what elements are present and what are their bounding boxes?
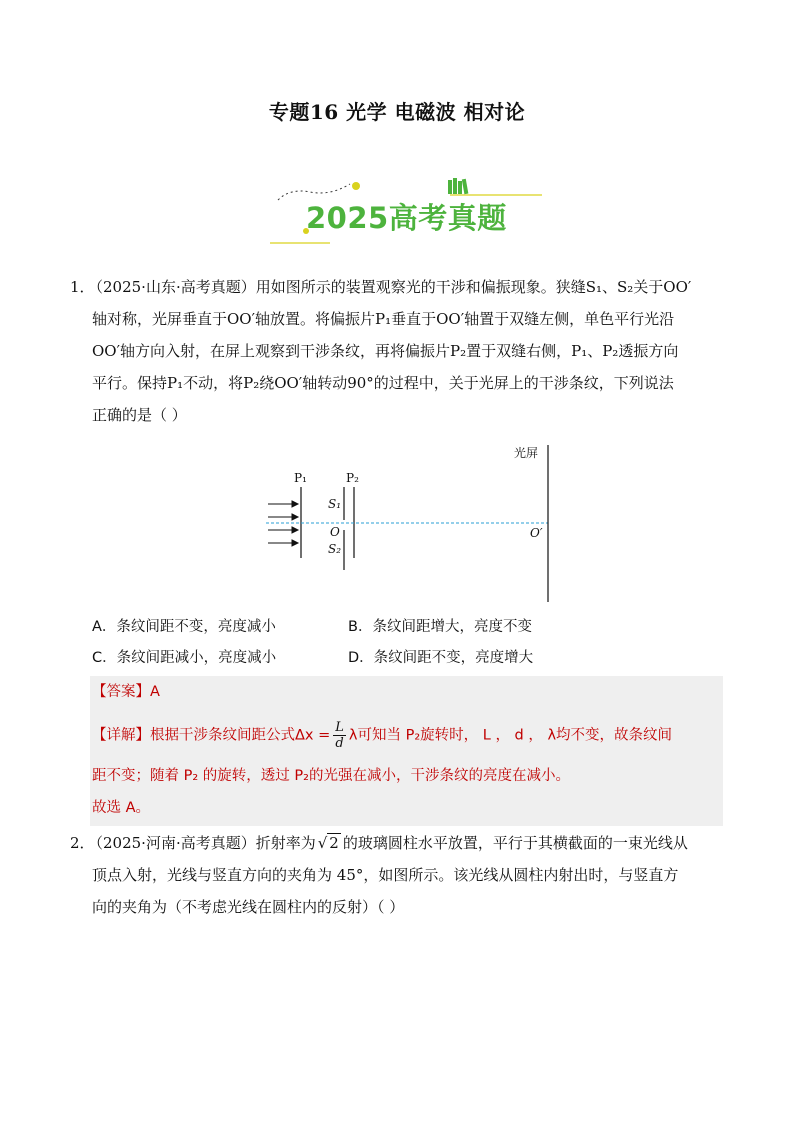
screen-label: 光屏 [514, 446, 539, 460]
answer-tag: 【答案】 [92, 684, 150, 700]
question-text-line: （2025·山东·高考真题）用如图所示的装置观察光的干涉和偏振现象。狭缝S₁、S₂关于OO′ [88, 278, 692, 296]
question-number: 1． [70, 278, 95, 296]
question-text-segment: （2025·河南·高考真题）折射率为 [88, 834, 316, 852]
interference-setup-diagram [262, 440, 562, 605]
question-text-segment: 的玻璃圆柱水平放置，平行于其横截面的一束光线从 [342, 834, 688, 852]
o-label: O [330, 525, 340, 539]
sqrt-expression: √ 2 [317, 834, 339, 852]
page-title: 专题16 光学 电磁波 相对论 [268, 100, 526, 124]
question-number: 2． [70, 834, 95, 852]
question-2 [70, 829, 730, 925]
question-1 [70, 273, 730, 423]
s2-label: S₂ [328, 542, 342, 556]
detail-line-2: 距不变；随着 P₂ 的旋转，透过 P₂的光强在减小，干涉条纹的亮度在减小。 [92, 768, 570, 784]
detail-text-pre: 根据干涉条纹间距公式Δx = [150, 727, 331, 744]
option-b[interactable]: B．条纹间距增大，亮度不变 [348, 619, 532, 635]
sqrt-radicand: 2 [329, 834, 339, 852]
p1-label: P₁ [294, 471, 307, 485]
answer-line [92, 680, 160, 701]
s1-label: S₁ [328, 497, 342, 511]
option-d[interactable]: D．条纹间距不变，亮度增大 [348, 650, 534, 666]
detail-line-1 [92, 720, 672, 751]
question-text-line: 向的夹角为（不考虑光线在圆柱内的反射）（ ） [92, 898, 405, 916]
fraction-numerator: L [335, 720, 344, 735]
books-icon [448, 178, 468, 194]
p2-label: P₂ [346, 471, 359, 485]
option-a[interactable]: A．条纹间距不变，亮度减小 [92, 619, 276, 635]
question-text-line: 轴对称，光屏垂直于OO′轴放置。将偏振片P₁垂直于OO′轴置于双缝左侧，单色平行光沿 [92, 310, 675, 328]
answer-explanation-box [90, 676, 723, 826]
question-text-line: 平行。保持P₁不动，将P₂绕OO′轴转动90°的过程中，关于光屏上的干涉条纹，下列说法 [92, 374, 674, 392]
detail-line-3: 故选 A。 [92, 800, 151, 816]
detail-tag: 【详解】 [92, 727, 150, 744]
question-text-line: OO′轴方向入射，在屏上观察到干涉条纹，再将偏振片P₂置于双缝右侧，P₁、P₂透振方向 [92, 342, 679, 360]
fraction-denominator: d [335, 736, 344, 751]
section-heading: 2025高考真题 [306, 201, 507, 235]
question-text-line: 顶点入射，光线与竖直方向的夹角为 45°，如图所示。该光线从圆柱内射出时，与竖直方 [92, 866, 679, 884]
question-text-line: 正确的是（ ） [92, 406, 187, 424]
question-text-line [88, 829, 688, 858]
option-c[interactable]: C．条纹间距减小，亮度减小 [92, 650, 277, 666]
detail-text-post: λ可知当 P₂旋转时， L ， d ， λ均不变，故条纹间 [348, 727, 673, 744]
answer-value: A [150, 684, 160, 700]
formula-fraction [333, 720, 346, 751]
o-prime-label: O′ [530, 526, 543, 540]
